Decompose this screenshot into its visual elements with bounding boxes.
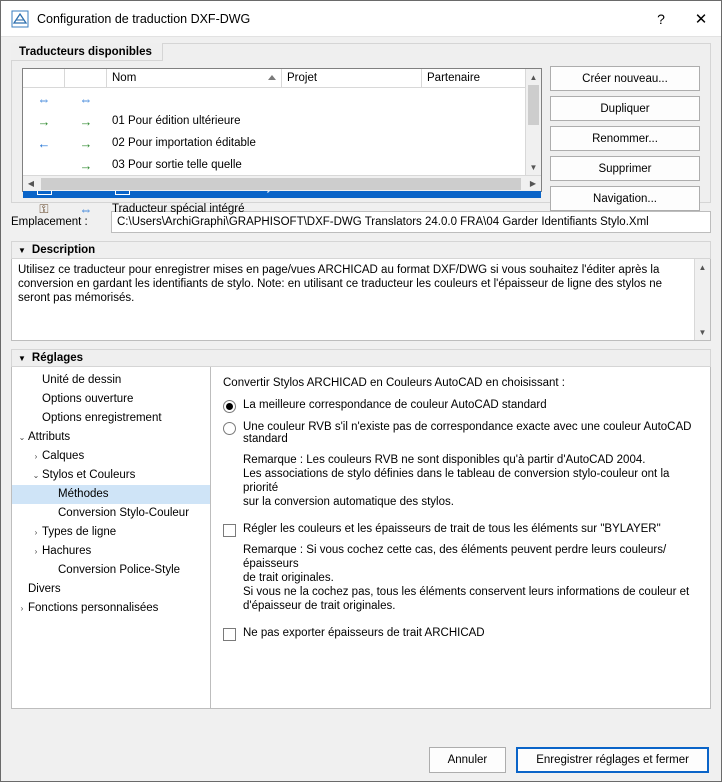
- scroll-thumb-horizontal[interactable]: [41, 178, 521, 190]
- arrow-right-icon: →: [79, 113, 93, 129]
- row-name: 01 Pour édition ultérieure: [112, 115, 241, 127]
- table-row[interactable]: [23, 88, 541, 110]
- chevron-down-icon: ▼: [18, 245, 26, 255]
- remark-rgb-line3: sur la conversion automatique des stylos.: [243, 496, 454, 508]
- scroll-up-icon[interactable]: ▲: [529, 72, 538, 82]
- row-import-icon: [65, 198, 107, 220]
- tree-item-pens-colors[interactable]: [12, 466, 210, 485]
- row-name: 02 Pour importation éditable: [112, 137, 256, 149]
- row-export-icon: [23, 132, 65, 154]
- scroll-left-icon[interactable]: ◀: [27, 179, 35, 188]
- column-header-name-label: Nom: [112, 72, 137, 84]
- tree-item-save-options[interactable]: [12, 409, 210, 428]
- double-arrow-icon: ⇔: [37, 91, 51, 107]
- checkbox-no-linewidth[interactable]: [223, 628, 236, 641]
- window-title: Configuration de traduction DXF-DWG: [37, 11, 251, 26]
- tree-item-font-style-conversion[interactable]: [12, 561, 210, 580]
- remark-rgb-line2: Les associations de stylo définies dans le tableau de conversion stylo-couleur ont la priorité: [243, 468, 670, 494]
- tree-item-label: Stylos et Couleurs: [42, 469, 136, 481]
- tree-item-drawing-unit[interactable]: [12, 371, 210, 390]
- chevron-down-icon: ⌄: [32, 471, 40, 480]
- table-row[interactable]: [23, 154, 541, 176]
- browse-button[interactable]: Navigation...: [550, 186, 700, 211]
- tree-item-label: Conversion Police-Style: [58, 564, 181, 576]
- app-icon: [9, 8, 31, 30]
- settings-panel: [211, 367, 711, 709]
- tree-item-attributes[interactable]: [12, 428, 210, 447]
- lock-icon: ⚿: [39, 201, 49, 216]
- double-arrow-icon: ⇔: [79, 91, 93, 107]
- column-header-name[interactable]: [107, 69, 282, 87]
- list-horizontal-scrollbar[interactable]: [23, 175, 541, 191]
- settings-body: [11, 367, 711, 709]
- tree-item-label: Conversion Stylo-Couleur: [58, 507, 190, 519]
- scroll-up-icon[interactable]: ▲: [698, 262, 707, 272]
- column-header-partner[interactable]: Partenaire: [427, 72, 481, 84]
- settings-tree[interactable]: [11, 367, 211, 709]
- translators-table[interactable]: [22, 68, 542, 217]
- chevron-right-icon: ›: [34, 452, 38, 461]
- radio-best-match[interactable]: [223, 400, 236, 413]
- tree-item-custom-functions[interactable]: [12, 599, 210, 618]
- arrow-right-icon: →: [79, 135, 93, 151]
- scroll-right-icon[interactable]: ▶: [529, 179, 537, 188]
- checkbox-bylayer-label: Régler les couleurs et les épaisseurs de trait de tous les éléments sur "BYLAYER": [243, 523, 661, 535]
- tree-item-label: Options ouverture: [42, 393, 134, 405]
- save-and-close-button[interactable]: Enregistrer réglages et fermer: [516, 747, 709, 773]
- sort-ascending-icon: [268, 75, 276, 80]
- tree-item-methods[interactable]: [12, 485, 210, 504]
- remark-bylayer: [243, 543, 698, 613]
- row-export-icon: [23, 110, 65, 132]
- scroll-thumb-vertical[interactable]: [528, 85, 539, 125]
- table-row[interactable]: [23, 198, 541, 220]
- remark-bylayer-line1: Remarque : Si vous cochez cette cas, des éléments peuvent perdre leurs couleurs/épaisseurs: [243, 544, 667, 570]
- radio-best-match-row[interactable]: [223, 399, 698, 413]
- close-button[interactable]: ✕: [694, 10, 708, 28]
- description-text: Utilisez ce traducteur pour enregistrer mises en page/vues ARCHICAD au format DXF/DWG si vous souhaitez l'éditer après la conversion en gardant les identifiants de stylo. Note: en utilisant ce traducteur les couleurs et l'épaisseur de ligne des stylos ne seront pas mémorisés.: [18, 264, 663, 304]
- tree-item-label: Types de ligne: [42, 526, 117, 538]
- tree-item-label: Méthodes: [58, 488, 109, 500]
- tree-item-hatches[interactable]: [12, 542, 210, 561]
- scroll-down-icon[interactable]: ▼: [529, 162, 538, 172]
- tree-item-label: Attributs: [28, 431, 71, 443]
- column-header-export[interactable]: [23, 69, 65, 87]
- rename-button[interactable]: Renommer...: [550, 126, 700, 151]
- tree-item-pen-color-conversion[interactable]: [12, 504, 210, 523]
- row-import-icon: [65, 154, 107, 176]
- row-name: 03 Pour sortie telle quelle: [112, 159, 242, 171]
- row-export-icon: [23, 88, 65, 110]
- title-bar: [1, 1, 721, 37]
- tree-item-misc[interactable]: [12, 580, 210, 599]
- description-scrollbar[interactable]: [694, 259, 710, 340]
- arrow-right-icon: →: [79, 157, 93, 173]
- chevron-down-icon: ▼: [18, 353, 26, 363]
- remark-bylayer-line4: d'épaisseur de trait originales.: [243, 600, 396, 612]
- chevron-right-icon: ›: [34, 547, 38, 556]
- settings-group: [11, 349, 711, 709]
- tree-item-layers[interactable]: [12, 447, 210, 466]
- settings-header[interactable]: [11, 349, 711, 367]
- column-header-import[interactable]: [65, 69, 107, 87]
- row-import-icon: [65, 88, 107, 110]
- create-new-button[interactable]: Créer nouveau...: [550, 66, 700, 91]
- column-header-project[interactable]: Projet: [282, 69, 422, 87]
- checkbox-no-linewidth-label: Ne pas exporter épaisseurs de trait ARCHICAD: [243, 627, 485, 639]
- description-title: Description: [31, 244, 96, 256]
- remark-bylayer-line3: Si vous ne la cochez pas, tous les éléments conservent leurs informations de couleur et: [243, 586, 690, 598]
- chevron-right-icon: ›: [34, 528, 38, 537]
- available-translators-title: Traducteurs disponibles: [11, 43, 163, 61]
- panel-heading: Convertir Stylos ARCHICAD en Couleurs AutoCAD en choisissant :: [223, 377, 565, 389]
- settings-title: Réglages: [31, 352, 84, 364]
- dialog-body: [1, 37, 721, 739]
- row-name: [107, 88, 541, 110]
- cancel-button[interactable]: Annuler: [429, 747, 507, 773]
- location-field[interactable]: C:\Users\ArchiGraphi\GRAPHISOFT\DXF-DWG Translators 24.0.0 FRA\04 Garder Identifiants Stylo.Xml: [111, 211, 711, 233]
- chevron-down-icon: ⌄: [18, 433, 26, 442]
- row-export-icon: [23, 154, 65, 176]
- help-button[interactable]: ?: [657, 10, 665, 27]
- translators-table-header: [23, 69, 541, 88]
- tree-item-label: Fonctions personnalisées: [28, 602, 159, 614]
- remark-rgb: [243, 453, 698, 509]
- description-box[interactable]: [11, 259, 711, 341]
- radio-rgb-label: Une couleur RVB s'il n'existe pas de correspondance exacte avec une couleur AutoCAD standard: [243, 421, 692, 445]
- tree-item-label: Options enregistrement: [42, 412, 162, 424]
- table-row[interactable]: [23, 132, 541, 154]
- delete-button[interactable]: Supprimer: [550, 156, 700, 181]
- radio-rgb[interactable]: [223, 422, 236, 435]
- tree-item-label: Calques: [42, 450, 85, 462]
- scroll-track-horizontal[interactable]: [39, 176, 525, 192]
- arrow-left-icon: ←: [37, 135, 51, 151]
- row-import-icon: [65, 132, 107, 154]
- radio-rgb-row[interactable]: [223, 421, 698, 445]
- remark-bylayer-line2: de trait originales.: [243, 572, 334, 584]
- available-translators-group: [11, 43, 711, 217]
- remark-rgb-line1: Remarque : Les couleurs RVB ne sont disponibles qu'à partir d'AutoCAD 2004.: [243, 454, 646, 466]
- row-lock-icon: [23, 198, 65, 220]
- radio-best-match-label: La meilleure correspondance de couleur AutoCAD standard: [243, 399, 547, 411]
- translator-actions: [550, 66, 700, 216]
- tree-item-line-types[interactable]: [12, 523, 210, 542]
- checkbox-bylayer[interactable]: [223, 524, 236, 537]
- scroll-down-icon[interactable]: ▼: [698, 327, 707, 337]
- translators-rows: [23, 88, 541, 220]
- dialog-footer: [1, 739, 721, 781]
- duplicate-button[interactable]: Dupliquer: [550, 96, 700, 121]
- tree-item-label: Divers: [28, 583, 61, 595]
- checkbox-bylayer-row[interactable]: [223, 523, 698, 537]
- description-header[interactable]: [11, 241, 711, 259]
- table-row[interactable]: [23, 110, 541, 132]
- double-arrow-icon: ⇔: [79, 201, 93, 217]
- tree-item-open-options[interactable]: [12, 390, 210, 409]
- list-vertical-scrollbar[interactable]: [525, 69, 541, 175]
- tree-item-label: Unité de dessin: [42, 374, 122, 386]
- chevron-right-icon: ›: [20, 604, 24, 613]
- arrow-right-icon: →: [37, 113, 51, 129]
- checkbox-no-linewidth-row[interactable]: [223, 627, 698, 641]
- row-import-icon: [65, 110, 107, 132]
- location-label: Emplacement :: [11, 216, 88, 228]
- tree-item-label: Hachures: [42, 545, 92, 557]
- row-name: Traducteur spécial intégré: [112, 203, 245, 215]
- description-group: [11, 241, 711, 341]
